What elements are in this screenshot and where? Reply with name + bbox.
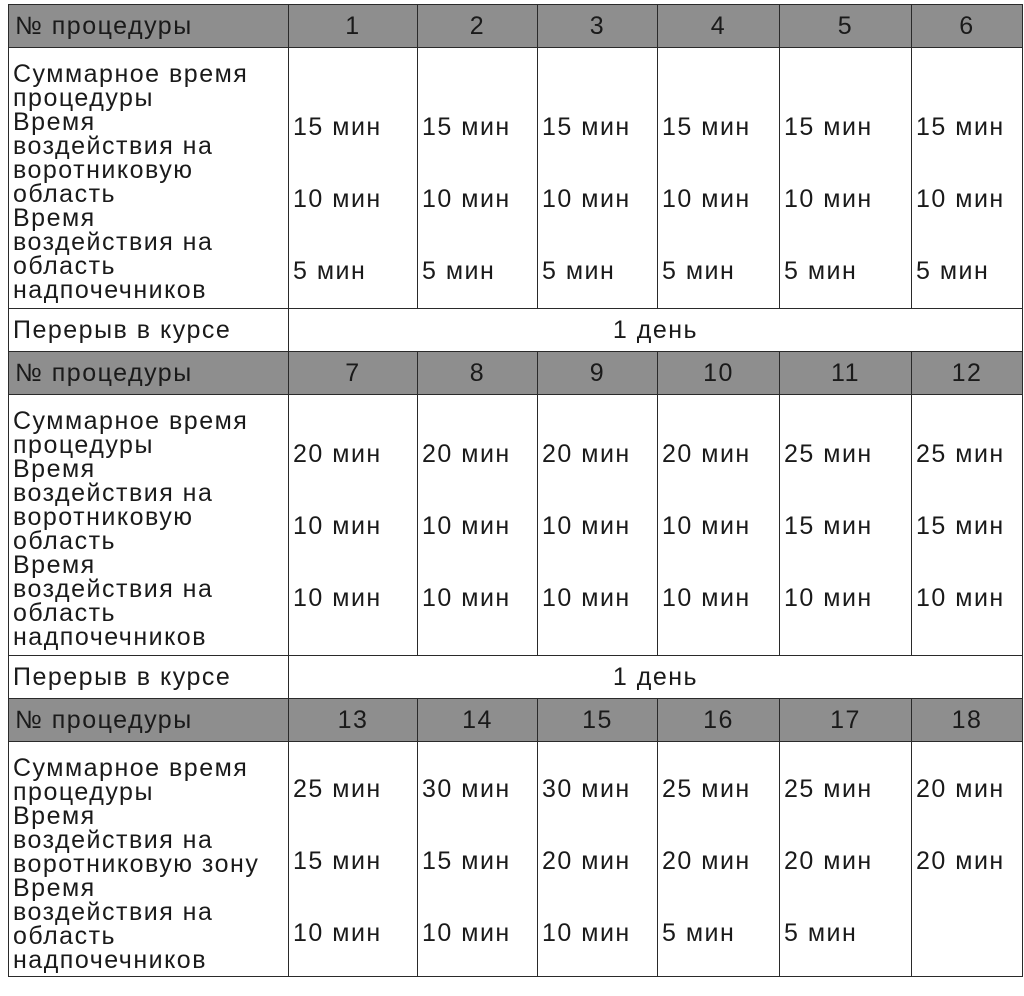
description-line: воздействия на	[13, 479, 214, 507]
description-line: Суммарное время	[13, 60, 249, 88]
total-time: 15 мин	[662, 113, 751, 141]
procedure-values-cell	[289, 395, 418, 656]
total-time: 30 мин	[422, 775, 511, 803]
description-line: область	[13, 527, 117, 555]
collar-time: 10 мин	[662, 185, 751, 213]
adrenal-time: 10 мин	[422, 584, 511, 612]
total-time: 25 мин	[784, 775, 873, 803]
procedure-number: 10	[658, 352, 780, 395]
total-time: 25 мин	[293, 775, 382, 803]
description-line: Суммарное время	[13, 407, 249, 435]
description-line: область	[13, 922, 117, 950]
procedure-number-row	[9, 352, 1023, 395]
description-line: воротниковую	[13, 156, 194, 184]
collar-time: 10 мин	[784, 185, 873, 213]
total-time: 25 мин	[784, 440, 873, 468]
adrenal-time: 10 мин	[293, 584, 382, 612]
procedure-number: 8	[418, 352, 538, 395]
description-line: надпочечников	[13, 946, 207, 974]
description-line: область	[13, 599, 117, 627]
description-line: Время	[13, 551, 96, 579]
procedure-values-cell	[912, 742, 1023, 977]
description-line: воздействия на	[13, 826, 214, 854]
adrenal-time: 10 мин	[422, 919, 511, 947]
adrenal-time: 5 мин	[293, 257, 367, 285]
procedure-number: 11	[780, 352, 912, 395]
adrenal-time: 10 мин	[662, 584, 751, 612]
procedure-number: 1	[289, 5, 418, 48]
course-break-value: 1 день	[289, 309, 1023, 352]
procedure-number: 18	[912, 699, 1023, 742]
course-break-label: Перерыв в курсе	[9, 309, 289, 352]
procedure-values-cell	[418, 48, 538, 309]
procedure-number-row	[9, 699, 1023, 742]
collar-time: 15 мин	[784, 512, 873, 540]
description-line: воздействия на	[13, 898, 214, 926]
description-line: Время	[13, 204, 96, 232]
adrenal-time: 10 мин	[293, 919, 382, 947]
total-time: 25 мин	[916, 440, 1005, 468]
description-line: Время	[13, 455, 96, 483]
procedure-values-cell	[538, 395, 658, 656]
procedure-times-row	[9, 395, 1023, 656]
total-time: 15 мин	[422, 113, 511, 141]
description-line: надпочечников	[13, 623, 207, 651]
collar-time: 20 мин	[916, 847, 1005, 875]
total-time: 15 мин	[784, 113, 873, 141]
procedure-number: 9	[538, 352, 658, 395]
adrenal-time: 5 мин	[422, 257, 496, 285]
procedure-values-cell	[289, 48, 418, 309]
procedure-values-cell	[658, 48, 780, 309]
adrenal-time: 10 мин	[784, 584, 873, 612]
description-line: воротниковую зону	[13, 850, 260, 878]
procedure-number: 15	[538, 699, 658, 742]
description-line: Время	[13, 108, 96, 136]
procedure-number: 12	[912, 352, 1023, 395]
adrenal-time: 10 мин	[916, 584, 1005, 612]
total-time: 20 мин	[916, 775, 1005, 803]
procedure-number: 4	[658, 5, 780, 48]
procedure-values-cell	[418, 395, 538, 656]
procedure-values-cell	[418, 742, 538, 977]
adrenal-time: 10 мин	[542, 584, 631, 612]
procedure-values-cell	[780, 395, 912, 656]
course-break-label: Перерыв в курсе	[9, 656, 289, 699]
description-line: процедуры	[13, 84, 154, 112]
collar-time: 20 мин	[662, 847, 751, 875]
procedure-values-cell	[912, 48, 1023, 309]
collar-time: 15 мин	[916, 512, 1005, 540]
total-time: 25 мин	[662, 775, 751, 803]
procedure-number: 14	[418, 699, 538, 742]
procedure-values-cell	[538, 742, 658, 977]
description-line: Суммарное время	[13, 754, 249, 782]
row-description	[9, 48, 289, 309]
total-time: 15 мин	[916, 113, 1005, 141]
procedure-number: 5	[780, 5, 912, 48]
adrenal-time: 5 мин	[784, 919, 858, 947]
total-time: 30 мин	[542, 775, 631, 803]
course-break-value: 1 день	[289, 656, 1023, 699]
description-line: воздействия на	[13, 228, 214, 256]
adrenal-time: 5 мин	[662, 919, 736, 947]
adrenal-time: 10 мин	[542, 919, 631, 947]
adrenal-time: 5 мин	[542, 257, 616, 285]
procedure-number: 7	[289, 352, 418, 395]
procedure-number-label: № процедуры	[9, 699, 289, 742]
course-break-row	[9, 656, 1023, 699]
course-break-row	[9, 309, 1023, 352]
adrenal-time: 5 мин	[662, 257, 736, 285]
description-line: процедуры	[13, 431, 154, 459]
total-time: 15 мин	[293, 113, 382, 141]
collar-time: 10 мин	[293, 512, 382, 540]
procedure-values-cell	[780, 48, 912, 309]
procedure-number: 13	[289, 699, 418, 742]
description-line: надпочечников	[13, 276, 207, 304]
collar-time: 10 мин	[916, 185, 1005, 213]
collar-time: 20 мин	[542, 847, 631, 875]
row-description	[9, 742, 289, 977]
collar-time: 10 мин	[422, 512, 511, 540]
description-line: область	[13, 252, 117, 280]
procedure-schedule-table	[8, 4, 1023, 977]
description-line: область	[13, 180, 117, 208]
adrenal-time: 5 мин	[916, 257, 990, 285]
total-time: 20 мин	[542, 440, 631, 468]
procedure-number: 3	[538, 5, 658, 48]
collar-time: 15 мин	[293, 847, 382, 875]
procedure-number: 16	[658, 699, 780, 742]
collar-time: 15 мин	[422, 847, 511, 875]
procedure-values-cell	[780, 742, 912, 977]
collar-time: 10 мин	[422, 185, 511, 213]
procedure-number: 17	[780, 699, 912, 742]
collar-time: 20 мин	[784, 847, 873, 875]
procedure-number-label: № процедуры	[9, 352, 289, 395]
total-time: 15 мин	[542, 113, 631, 141]
procedure-values-cell	[289, 742, 418, 977]
collar-time: 10 мин	[542, 512, 631, 540]
adrenal-time	[916, 921, 1022, 945]
procedure-number-row	[9, 5, 1023, 48]
collar-time: 10 мин	[293, 185, 382, 213]
procedure-times-row	[9, 48, 1023, 309]
collar-time: 10 мин	[542, 185, 631, 213]
procedure-number-label: № процедуры	[9, 5, 289, 48]
row-description	[9, 395, 289, 656]
description-line: Время	[13, 802, 96, 830]
procedure-number: 6	[912, 5, 1023, 48]
adrenal-time: 5 мин	[784, 257, 858, 285]
total-time: 20 мин	[293, 440, 382, 468]
procedure-values-cell	[658, 395, 780, 656]
description-line: воротниковую	[13, 503, 194, 531]
total-time: 20 мин	[422, 440, 511, 468]
procedure-values-cell	[658, 742, 780, 977]
description-line: воздействия на	[13, 575, 214, 603]
procedure-number: 2	[418, 5, 538, 48]
procedure-values-cell	[912, 395, 1023, 656]
collar-time: 10 мин	[662, 512, 751, 540]
description-line: процедуры	[13, 778, 154, 806]
procedure-times-row	[9, 742, 1023, 977]
total-time: 20 мин	[662, 440, 751, 468]
procedure-values-cell	[538, 48, 658, 309]
description-line: воздействия на	[13, 132, 214, 160]
description-line: Время	[13, 874, 96, 902]
